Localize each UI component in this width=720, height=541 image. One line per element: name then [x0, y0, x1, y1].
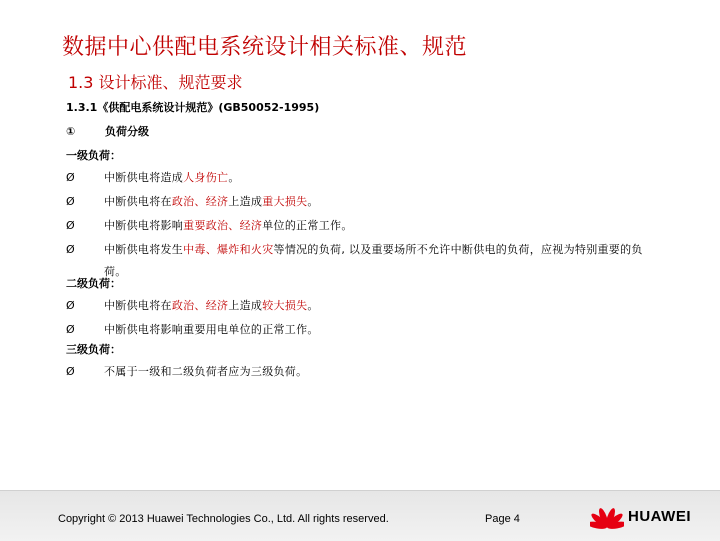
bullet-text-segment: 中断供电将影响: [104, 219, 184, 232]
bullet-text-segment: 中断供电将造成: [104, 171, 184, 184]
footer: [0, 490, 720, 541]
huawei-logo: [590, 503, 700, 531]
highlighted-text: 重大损失: [262, 195, 308, 208]
highlighted-text: 重要政治、经济: [183, 219, 263, 232]
item-label: 负荷分级: [105, 125, 150, 138]
section-heading: 1.3.1《供配电系统设计规范》(GB50052-1995): [66, 101, 320, 114]
highlighted-text: 人身伤亡: [183, 171, 229, 184]
bullet-text-segment: 中断供电将在: [104, 195, 172, 208]
bullet-text-segment: 中断供电将影响重要用电单位的正常工作。: [104, 323, 319, 336]
logo-text: HUAWEI: [628, 508, 691, 525]
bullet-text-segment: 单位的正常工作。: [262, 219, 353, 232]
bullet-text-segment: 等情况的负荷, 以及重要场所不允许中断供电的负荷，应视为特别重要的负: [273, 243, 643, 256]
bullet-item: [104, 299, 319, 313]
bullet-text-segment: 。: [307, 299, 319, 312]
highlighted-text: 中毒、爆炸和火灾: [183, 243, 274, 256]
group-heading: 三级负荷：: [66, 343, 121, 356]
bullet-text-segment: 上造成: [228, 195, 263, 208]
bullet-text-segment: 中断供电将发生: [104, 243, 184, 256]
bullet-text-segment: 中断供电将在: [104, 299, 172, 312]
bullet-arrow-icon: Ø: [66, 219, 75, 232]
bullet-item: [104, 243, 643, 257]
group-heading: 二级负荷：: [66, 277, 121, 290]
highlighted-text: 政治、经济: [171, 195, 229, 208]
bullet-text-segment: 。: [307, 195, 319, 208]
bullet-arrow-icon: Ø: [66, 299, 75, 312]
huawei-petal-logo-icon: [590, 503, 624, 529]
bullet-arrow-icon: Ø: [66, 323, 75, 336]
highlighted-text: 较大损失: [262, 299, 308, 312]
highlighted-text: 政治、经济: [171, 299, 229, 312]
bullet-item: [104, 219, 353, 233]
group-heading: 一级负荷：: [66, 149, 121, 162]
bullet-item: [104, 365, 307, 379]
bullet-arrow-icon: Ø: [66, 171, 75, 184]
page-number: Page 4: [485, 513, 520, 525]
slide-title: 数据中心供配电系统设计相关标准、规范: [62, 35, 468, 60]
bullet-text-segment: 。: [228, 171, 240, 184]
bullet-continuation: 荷。: [104, 265, 127, 278]
copyright-text: Copyright © 2013 Huawei Technologies Co., Ltd. All rights reserved.: [58, 513, 389, 525]
bullet-text-segment: 不属于一级和二级负荷者应为三级负荷。: [104, 365, 308, 378]
bullet-text-segment: 上造成: [228, 299, 263, 312]
bullet-item: [104, 195, 319, 209]
bullet-item: [104, 171, 240, 185]
item-heading: [66, 125, 149, 139]
bullet-arrow-icon: Ø: [66, 365, 75, 378]
bullet-arrow-icon: Ø: [66, 195, 75, 208]
item-marker: ①: [66, 125, 76, 138]
bullet-item: [104, 323, 319, 337]
bullet-arrow-icon: Ø: [66, 243, 75, 256]
slide-subtitle: 1.3 设计标准、规范要求: [68, 73, 243, 92]
